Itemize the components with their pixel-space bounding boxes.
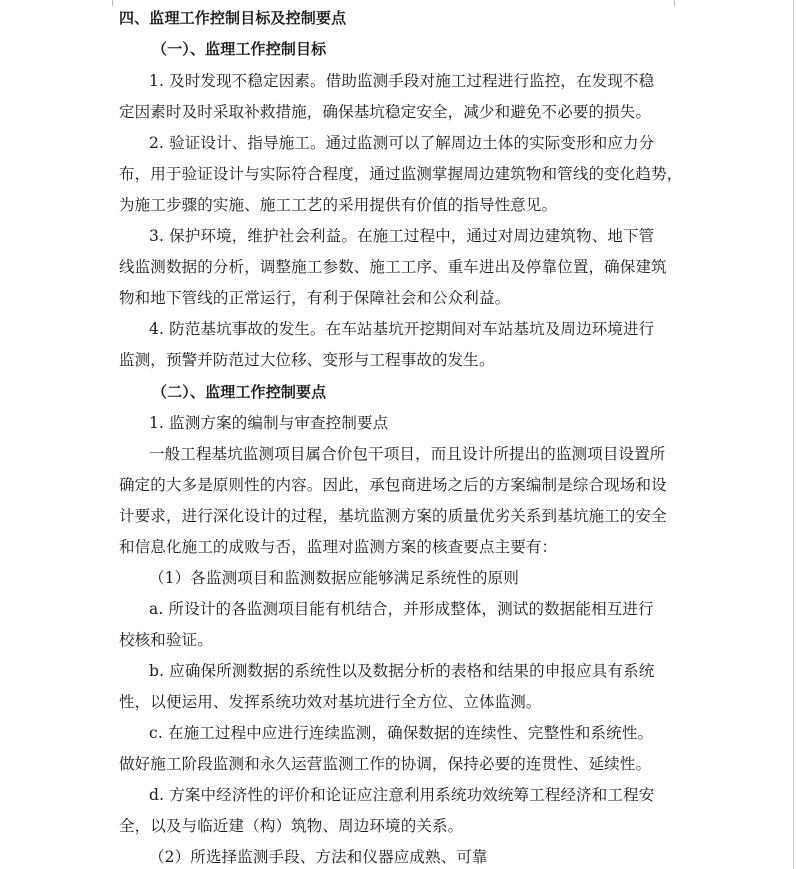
paragraph-line: d. 方案中经济性的评价和论证应注意利用系统功效统筹工程经济和工程安 [149,786,655,804]
paragraph-line: 性，以便运用、发挥系统功效对基坑进行全方位、立体监测。 [119,693,542,711]
paragraph-line: 全，以及与临近建（构）筑物、周边环境的关系。 [119,817,464,835]
paragraph-line: 4. 防范基坑事故的发生。在车站基坑开挖期间对车站基坑及周边环境进行 [149,320,655,338]
page-edge-line [793,0,794,869]
subsection-title-2: （二）、监理工作控制要点 [152,383,327,401]
margin-corner-mark-left [102,0,113,6]
paragraph-line: 校核和验证。 [119,631,213,649]
paragraph-line: 定因素时及时采取补救措施，确保基坑稳定安全，减少和避免不必要的损失。 [119,103,652,121]
paragraph-line: 1. 监测方案的编制与审查控制要点 [149,414,389,432]
paragraph-line: 1. 及时发现不稳定因素。借助监测手段对施工过程进行监控，在发现不稳 [149,72,655,90]
paragraph-line: 2. 验证设计、指导施工。通过监测可以了解周边土体的实际变形和应力分 [149,134,655,152]
paragraph-line: （1）各监测项目和监测数据应能够满足系统性的原则 [149,569,519,587]
paragraph-line: 确定的大多是原则性的内容。因此，承包商进场之后的方案编制是综合现场和设 [119,476,667,494]
subsection-title-1: （一）、监理工作控制目标 [152,40,327,58]
paragraph-line: 3. 保护环境，维护社会利益。在施工过程中，通过对周边建筑物、地下管 [149,227,655,245]
section-heading: 四、监理工作控制目标及控制要点 [119,9,347,27]
paragraph-line: c. 在施工过程中应进行连续监测，确保数据的连续性、完整性和系统性。 [149,724,654,742]
paragraph-line: 监测，预警并防范过大位移、变形与工程事故的发生。 [119,351,495,369]
paragraph-line: 物和地下管线的正常运行，有利于保障社会和公众利益。 [119,289,511,307]
paragraph-line: 布，用于验证设计与实际符合程度，通过监测掌握周边建筑物和管线的变化趋势， [119,165,683,183]
paragraph-line: 为施工步骤的实施、施工工艺的采用提供有价值的指导性意见。 [119,196,558,214]
paragraph-line: 做好施工阶段监测和永久运营监测工作的协调，保持必要的连贯性、延续性。 [119,755,652,773]
paragraph-line: 和信息化施工的成败与否，监理对监测方案的核查要点主要有： [119,538,558,556]
paragraph-line: 线监测数据的分析，调整施工参数、施工工序、重车进出及停靠位置，确保建筑 [119,258,667,276]
margin-corner-mark-right [674,0,687,6]
paragraph-line: 计要求，进行深化设计的过程，基坑监测方案的质量优劣关系到基坑施工的安全 [119,507,667,525]
paragraph-line: 一般工程基坑监测项目属合价包干项目，而且设计所提出的监测项目设置所 [149,445,666,463]
paragraph-line: a. 所设计的各监测项目能有机结合，并形成整体，测试的数据能相互进行 [149,600,654,618]
paragraph-line: b. 应确保所测数据的系统性以及数据分析的表格和结果的申报应具有系统 [149,662,655,680]
paragraph-line: （2）所选择监测手段、方法和仪器应成熟、可靠 [149,848,488,866]
